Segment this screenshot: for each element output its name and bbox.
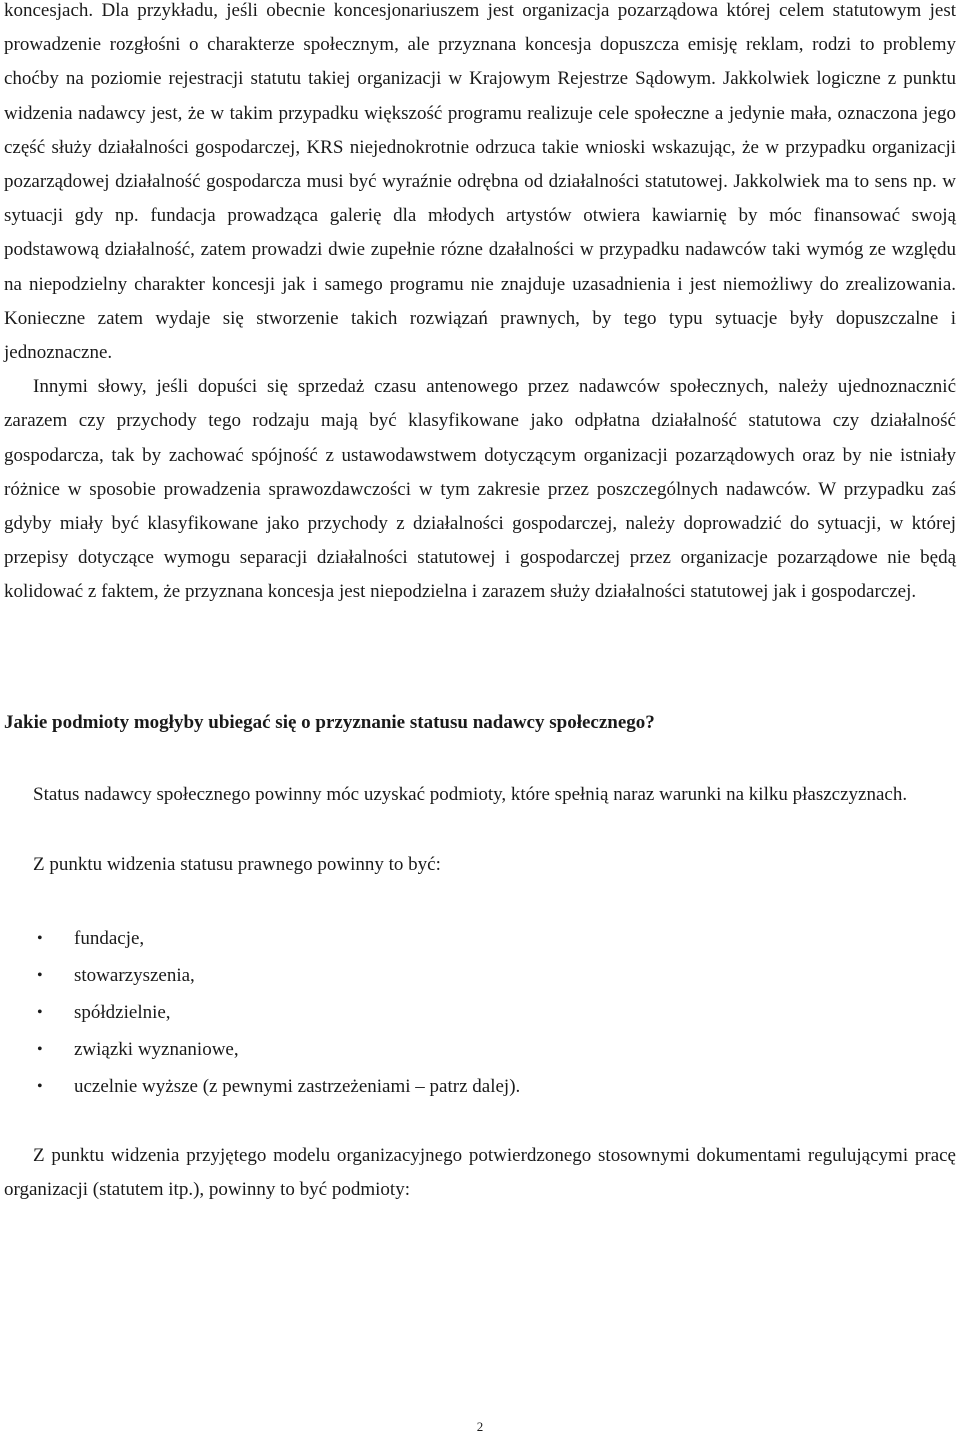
list-item-text: stowarzyszenia, <box>74 965 195 987</box>
body-paragraph-2: Innymi słowy, jeśli dopuści się sprzedaż czasu antenowego przez nadawców społecznych, należy ujednoznacznić zarazem czy przychody tego rodzaju mają być klasyfikowane jako odpłatna działalność statutowa czy działalność gospodarcza, tak by zachować spójność z ustawodawstwem dotyczącym organizacji pozarządowych oraz by nie istniały różnice w sposobie prowadzenia sprawozdawczości w tym zakresie przez poszczególnych nadawców. W przypadku zaś gdyby miały być klasyfikowane jako przychody z działalności gospodarczej, należy doprowadzić do sytuacji, w której przepisy dotyczące wymogu separacji działalności statutowej i gospodarczej przez organizacje pozarządowe nie będą kolidować z faktem, że przyznana koncesja jest niepodzielna i zarazem służy działalności statutowej jak i gospodarczej. <box>4 376 956 603</box>
list-item-text: uczelnie wyższe (z pewnymi zastrzeżeniami – patrz dalej). <box>74 1076 521 1098</box>
list-item <box>4 920 956 957</box>
page-number: 2 <box>476 1419 484 1434</box>
list-item <box>4 1068 956 1105</box>
bullet-icon: • <box>37 1041 43 1059</box>
bullet-icon: • <box>37 1004 43 1022</box>
list-item-text: związki wyznaniowe, <box>74 1039 239 1061</box>
body-paragraph-5: Z punktu widzenia przyjętego modelu organizacyjnego potwierdzonego stosownymi dokumentami regulującymi pracę organizacji (statutem itp.), powinny to być podmioty: <box>4 1145 956 1201</box>
legal-status-list <box>4 920 956 1105</box>
list-item-text: spółdzielnie, <box>74 1002 171 1024</box>
list-item <box>4 1031 956 1068</box>
section-heading: Jakie podmioty mogłyby ubiegać się o przyznanie statusu nadawcy społecznego? <box>4 711 655 733</box>
list-item <box>4 957 956 994</box>
list-item-text: fundacje, <box>74 928 145 950</box>
document-page <box>4 0 956 1208</box>
body-paragraph-3: Status nadawcy społecznego powinny móc uzyskać podmioty, które spełnią naraz warunki na kilku płaszczyznach. <box>33 783 908 805</box>
body-paragraph-4: Z punktu widzenia statusu prawnego powinny to być: <box>33 854 441 876</box>
body-paragraph-1: koncesjach. Dla przykładu, jeśli obecnie koncesjonariuszem jest organizacja pozarządowa której celem statutowym jest prowadzenie rozgłośni o charakterze społecznym, ale przyznana koncesja dopuszcza emisję reklam, rodzi to problemy choćby na poziomie rejestracji statutu takiej organizacji w Krajowym Rejestrze Sądowym. Jakkolwiek logiczne z punktu widzenia nadawcy jest, że w takim przypadku większość programu realizuje cele społeczne a jedynie mała, oznaczona jego część służy działalności gospodarczej, KRS niejednokrotnie odrzuca takie wnioski wskazując, że w przypadku organizacji pozarządowej działalność gospodarcza musi być wyraźnie odrębna od działalności statutowej. Jakkolwiek ma to sens np. w sytuacji gdy np. fundacja prowadząca galerię dla młodych artystów otwiera kawiarnię by móc finansować swoją podstawową działalność, zatem prowadzi dwie zupełnie rózne dzałalności w przypadku nadawców taki wymóg ze względu na niepodzielny charakter koncesji jak i samego programu nie znajduje uzasadnienia i jest niemożliwy do zrealizowania. Konieczne zatem wydaje się stworzenie takich rozwiązań prawnych, by tego typu sytuacje były dopuszczalne i jednoznaczne. <box>4 0 956 364</box>
bullet-icon: • <box>37 930 43 948</box>
bullet-icon: • <box>37 1078 43 1096</box>
bullet-icon: • <box>37 967 43 985</box>
list-item <box>4 994 956 1031</box>
